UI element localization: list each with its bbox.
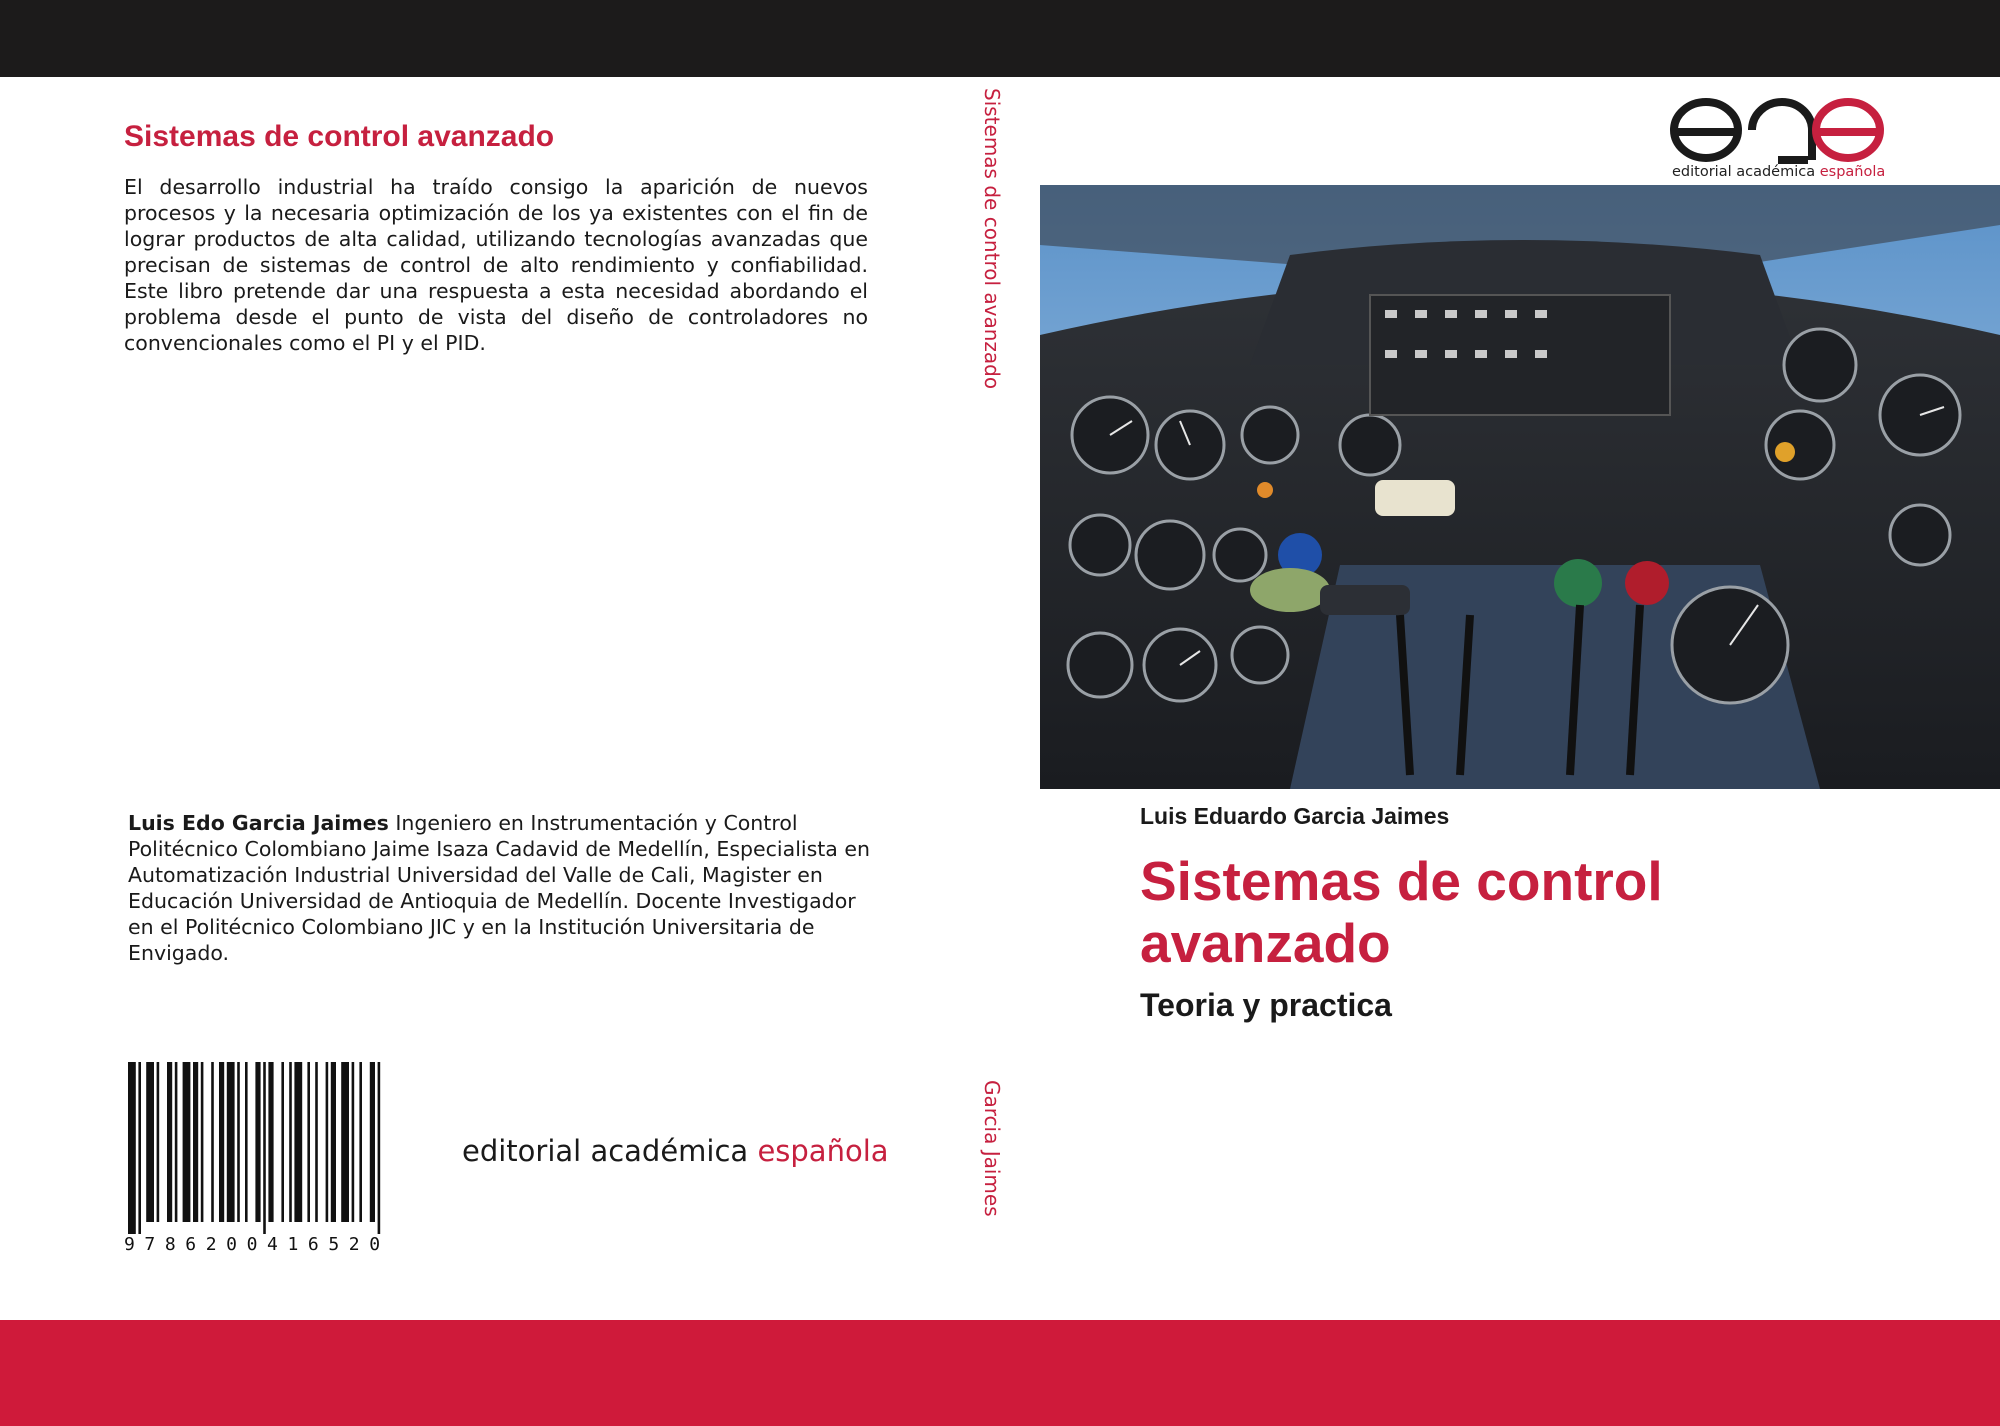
barcode-bar	[341, 1062, 349, 1222]
barcode-bar	[263, 1062, 266, 1234]
barcode-bar	[193, 1062, 198, 1222]
author-bio-text: Ingeniero en Instrumentación y Control Politécnico Colombiano Jaime Isaza Cadavid de Medellín, Especialista en Automatización Industrial Universidad del Valle de Cali, Magister en Educación Universidad de Antioquia de Medellín. Docente Investigador en el Politécnico Colombiano JIC y en la Institución Universitaria de Envigado.	[128, 811, 870, 965]
barcode-bar	[175, 1062, 178, 1222]
bottom-band	[0, 1320, 2000, 1426]
logo-caption-prefix: editorial académica	[1672, 164, 1816, 180]
barcode-bar	[370, 1062, 375, 1222]
barcode-bar	[315, 1062, 318, 1222]
barcode-bar	[128, 1062, 136, 1234]
barcode-bar	[378, 1062, 381, 1234]
publisher-accent: española	[757, 1134, 889, 1168]
barcode-bar	[237, 1062, 240, 1222]
barcode-bar	[227, 1062, 235, 1222]
barcode-bar	[268, 1062, 273, 1222]
barcode-bar	[289, 1062, 292, 1222]
barcode-bar	[146, 1062, 154, 1222]
barcode-bar	[331, 1062, 336, 1222]
author-bio-name: Luis Edo Garcia Jaimes	[128, 811, 389, 835]
back-cover-blurb: El desarrollo industrial ha traído consigo la aparición de nuevos procesos y la necesaria optimización de los ya existentes con el fin de lograr productos de alta calidad, utilizando tecnologías avanzadas que precisan de sistemas de control de alto rendimiento y confiabilidad. Este libro pretende dar una respuesta a esta necesidad abordando el problema desde el punto de vista del diseño de controladores no convencionales como el PI y el PID.	[124, 175, 868, 355]
barcode-bar	[157, 1062, 160, 1222]
logo-caption-accent: española	[1819, 164, 1886, 180]
barcode-bar	[294, 1062, 302, 1222]
publisher-name-back	[462, 1134, 889, 1168]
barcode-bar	[219, 1062, 224, 1222]
barcode-bar	[352, 1062, 355, 1222]
cockpit-photo	[1040, 185, 2000, 789]
barcode-bar	[281, 1062, 284, 1222]
barcode-bar	[307, 1062, 310, 1222]
author-bio	[128, 810, 878, 966]
spine-title: Sistemas de control avanzado	[980, 88, 1004, 390]
back-cover-title: Sistemas de control avanzado	[124, 120, 555, 153]
aircraft-cockpit-photo-icon	[1040, 185, 2000, 789]
barcode-bar	[359, 1062, 362, 1222]
barcode-bar	[255, 1062, 260, 1222]
barcode-bar	[211, 1062, 214, 1222]
top-band	[0, 0, 2000, 77]
barcode-bar	[183, 1062, 191, 1222]
isbn-digits: 9786200416520	[124, 1234, 390, 1255]
barcode-bars	[124, 1062, 450, 1234]
barcode-bar	[138, 1062, 141, 1234]
barcode-bar	[201, 1062, 204, 1222]
publisher-prefix: editorial académica	[462, 1134, 749, 1168]
barcode-bar	[167, 1062, 172, 1222]
front-cover-subtitle: Teoria y practica	[1140, 987, 1392, 1023]
isbn-barcode	[124, 1062, 450, 1255]
front-cover-author: Luis Eduardo Garcia Jaimes	[1140, 803, 1450, 829]
logo-caption	[1672, 164, 1885, 180]
barcode-bar	[326, 1062, 329, 1222]
front-cover-title: Sistemas de control avanzado	[1140, 850, 1663, 974]
spine-author: Garcia Jaimes	[980, 1080, 1004, 1217]
barcode-bar	[245, 1062, 248, 1222]
